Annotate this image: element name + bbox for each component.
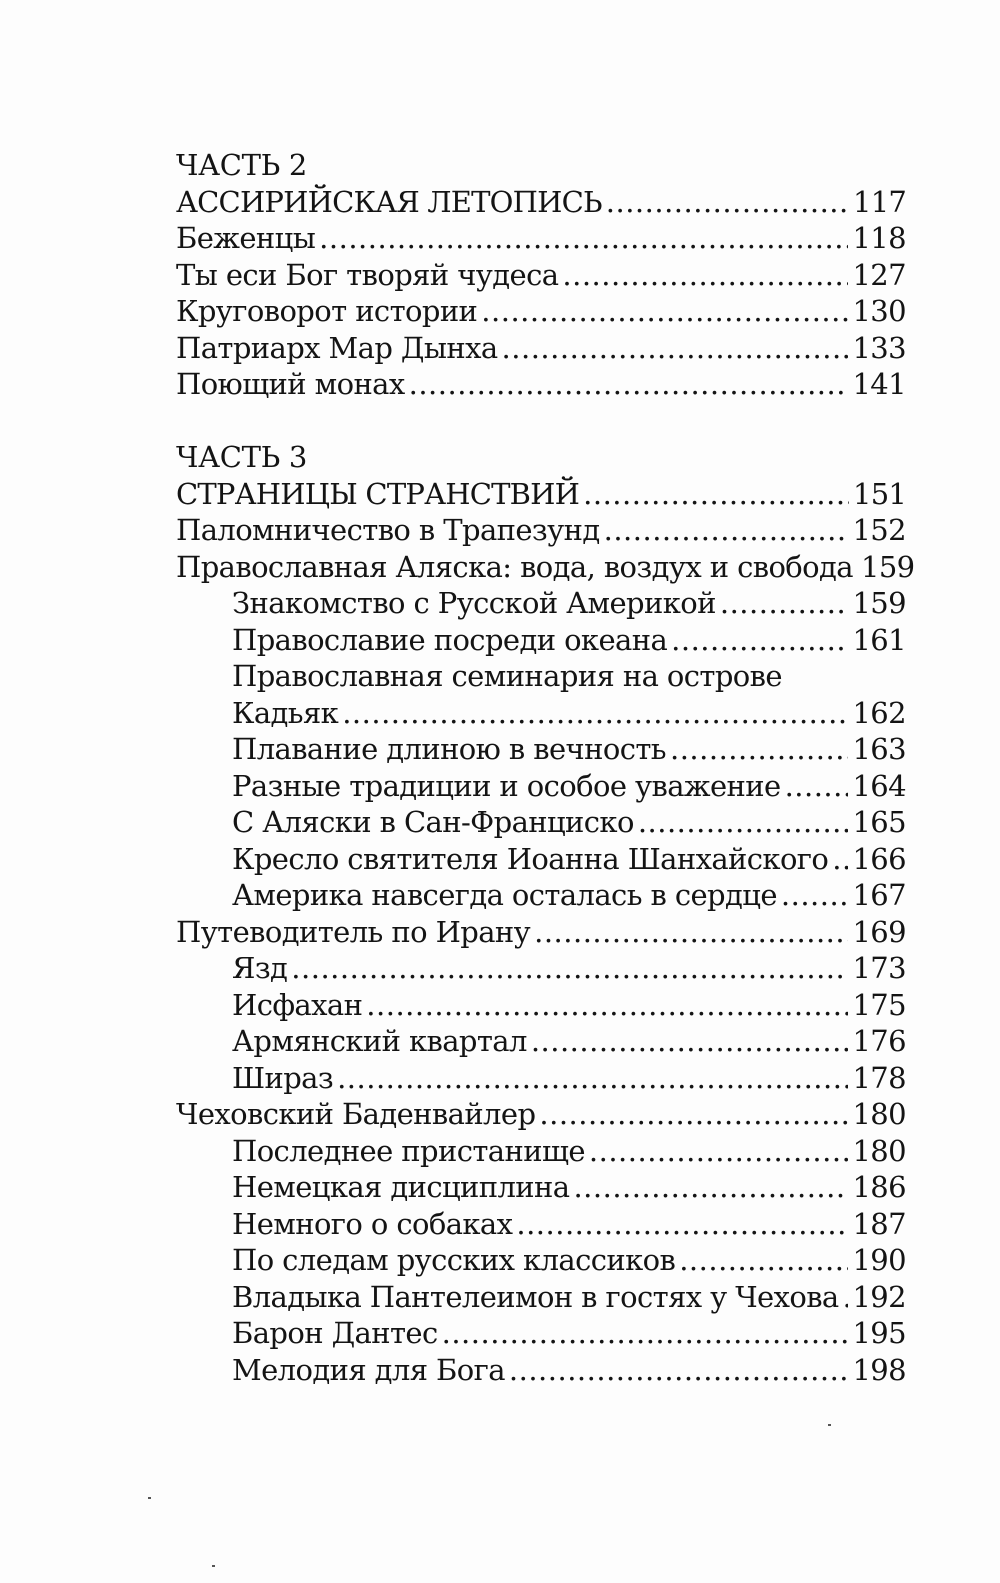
dot-leader — [679, 1242, 848, 1279]
toc-subentry[interactable] — [176, 1169, 906, 1206]
toc-entry-page: 162 — [852, 695, 906, 730]
toc-subentry[interactable] — [176, 1352, 906, 1389]
dot-leader — [638, 804, 849, 841]
toc-entry-title: Немецкая дисциплина — [232, 1170, 570, 1204]
toc-subentry[interactable] — [176, 585, 906, 622]
toc-entry-title: АССИРИЙСКАЯ ЛЕТОПИСЬ — [176, 184, 602, 219]
toc-subentry[interactable] — [176, 950, 906, 987]
toc-subentry[interactable] — [176, 1242, 906, 1279]
dot-leader — [366, 987, 848, 1024]
toc-subentry[interactable] — [176, 987, 906, 1024]
dot-leader — [442, 1315, 849, 1352]
dot-leader — [781, 877, 849, 914]
toc-entry-title: Патриарх Мар Дынха — [176, 330, 498, 365]
toc-entry[interactable] — [176, 257, 906, 294]
dot-leader — [516, 1206, 848, 1243]
toc-entry-page: 141 — [852, 367, 906, 401]
toc-entry-page: 167 — [852, 878, 906, 912]
toc-entry-title: Плавание длиною в вечность — [232, 732, 666, 766]
toc-entry-title: Немного о собаках — [232, 1206, 513, 1241]
toc-entry-title: Круговорот истории — [176, 294, 478, 328]
toc-entry-page: 152 — [852, 513, 906, 547]
dot-leader — [409, 366, 849, 403]
toc-entry-page: 127 — [852, 257, 906, 292]
dot-leader — [534, 914, 848, 951]
toc-subentry[interactable] — [176, 1206, 906, 1243]
toc-entry-title: Разные традиции и особое уважение — [232, 768, 781, 803]
toc-entry-title: Паломничество в Трапезунд — [176, 513, 600, 547]
dot-leader — [342, 695, 848, 732]
toc-entry-title: Исфахан — [232, 987, 363, 1022]
print-speck — [148, 1497, 151, 1499]
section-gap — [176, 403, 906, 440]
toc-entry-page: 187 — [852, 1206, 906, 1241]
toc-entry-title: По следам русских классиков — [232, 1243, 676, 1277]
dot-leader — [509, 1352, 849, 1389]
toc-subentry[interactable] — [176, 731, 906, 768]
toc-entry-page: 165 — [852, 805, 906, 839]
toc-entry-title: Мелодия для Бога — [232, 1352, 505, 1387]
toc-entry-page: 159 — [852, 586, 906, 620]
toc-entry-page: 164 — [852, 768, 906, 803]
toc-entry-page: 180 — [852, 1097, 906, 1131]
toc-entry[interactable] — [176, 914, 906, 951]
toc-entry[interactable] — [176, 366, 906, 403]
dot-leader — [670, 731, 848, 768]
toc-entry-page: 180 — [852, 1133, 906, 1168]
toc-entry[interactable] — [176, 184, 906, 221]
toc-entry-title: С Аляски в Сан-Франциско — [232, 805, 634, 839]
toc-subentry[interactable] — [176, 804, 906, 841]
toc-subentry[interactable] — [176, 877, 906, 914]
toc-entry-page: 178 — [852, 1060, 906, 1095]
toc-entry[interactable] — [176, 476, 906, 513]
toc-entry-title: Шираз — [232, 1060, 334, 1095]
toc-subentry[interactable] — [176, 622, 906, 659]
toc-subentry[interactable] — [176, 1023, 906, 1060]
toc-entry-title: Чеховский Баденвайлер — [176, 1097, 536, 1131]
dot-leader — [539, 1096, 848, 1133]
dot-leader — [502, 330, 849, 367]
toc-entry-page: 151 — [853, 476, 906, 511]
toc-entry-page: 195 — [852, 1316, 906, 1350]
toc-entry-title: Последнее пристанище — [232, 1133, 585, 1168]
toc-entry[interactable] — [176, 330, 906, 367]
dot-leader — [720, 585, 849, 622]
toc-entry-title: Барон Дантес — [232, 1316, 438, 1350]
dot-leader — [785, 768, 849, 805]
part-3-label: ЧАСТЬ 3 — [176, 440, 308, 474]
dot-leader — [589, 1133, 849, 1170]
toc-entry-page: 159 — [860, 549, 915, 584]
toc-subentry[interactable] — [176, 1060, 906, 1097]
toc-entry-page: 166 — [852, 841, 906, 876]
toc-entry[interactable] — [176, 512, 906, 549]
toc-subentry[interactable] — [176, 1133, 906, 1170]
toc-entry-page: 118 — [852, 221, 906, 255]
toc-entry-title: Беженцы — [176, 221, 316, 255]
dot-leader — [319, 220, 848, 257]
dot-leader — [671, 622, 848, 659]
toc-entry-title: Поющий монах — [176, 367, 405, 401]
toc-entry-page: 198 — [852, 1352, 906, 1387]
part-2-label: ЧАСТЬ 2 — [176, 148, 308, 182]
toc-entry-page: 130 — [852, 294, 906, 328]
toc-entry-page: 169 — [852, 914, 906, 949]
toc-entry-title: Кресло святителя Иоанна Шанхайского — [232, 841, 829, 876]
dot-leader — [531, 1023, 849, 1060]
toc-subentry[interactable] — [176, 1315, 906, 1352]
toc-entry-title: Ты еси Бог творяй чудеса — [176, 257, 559, 292]
toc-entry-title: Путеводитель по Ирану — [176, 914, 531, 949]
toc-entry-page: 133 — [852, 330, 906, 365]
toc-entry-title: Кадьяк — [232, 695, 339, 730]
toc-entry-title: Православная Аляска: вода, воздух и свобода — [176, 549, 853, 584]
toc-subentry[interactable] — [176, 841, 906, 878]
dot-leader — [481, 293, 848, 330]
dot-leader — [604, 512, 849, 549]
toc-entry-page: 186 — [852, 1170, 906, 1204]
toc-entry-title: Православие посреди океана — [232, 622, 668, 657]
toc-entry-title-line1: Православная семинария на острове — [232, 659, 782, 693]
toc-entry-page: 176 — [852, 1024, 906, 1058]
toc-entry-title: Знакомство с Русской Америкой — [232, 586, 716, 620]
toc-entry-page: 173 — [852, 951, 906, 985]
toc-entry[interactable] — [176, 293, 906, 330]
toc-entry[interactable] — [176, 1096, 906, 1133]
toc-entry-page: 117 — [853, 184, 906, 219]
toc-entry-title: Язд — [232, 951, 288, 985]
dot-leader — [583, 476, 849, 513]
print-speck — [828, 1424, 831, 1426]
toc-entry-page: 192 — [852, 1279, 906, 1314]
toc-subentry[interactable] — [176, 695, 906, 732]
toc-subentry[interactable] — [176, 768, 906, 805]
dot-leader — [832, 841, 848, 878]
toc-subentry[interactable] — [176, 1279, 906, 1316]
toc-entry-page: 161 — [852, 622, 906, 657]
toc-entry-page: 175 — [852, 987, 906, 1022]
toc-entry-page: 190 — [852, 1243, 906, 1277]
toc-entry[interactable] — [176, 220, 906, 257]
toc-entry-page: 163 — [852, 732, 906, 766]
dot-leader — [337, 1060, 848, 1097]
toc-entry-title: СТРАНИЦЫ СТРАНСТВИЙ — [176, 476, 580, 511]
dot-leader — [562, 257, 848, 294]
dot-leader — [291, 950, 848, 987]
toc-entry[interactable] — [176, 549, 915, 586]
dot-leader — [843, 1279, 849, 1316]
toc-entry-title: Владыка Пантелеимон в гостях у Чехова — [232, 1279, 839, 1314]
table-of-contents — [176, 147, 915, 1388]
dot-leader — [606, 184, 849, 221]
dot-leader — [573, 1169, 848, 1206]
toc-entry-title: Армянский квартал — [232, 1024, 527, 1058]
print-speck — [212, 1565, 215, 1567]
toc-entry-title: Америка навсегда осталась в сердце — [232, 878, 777, 912]
